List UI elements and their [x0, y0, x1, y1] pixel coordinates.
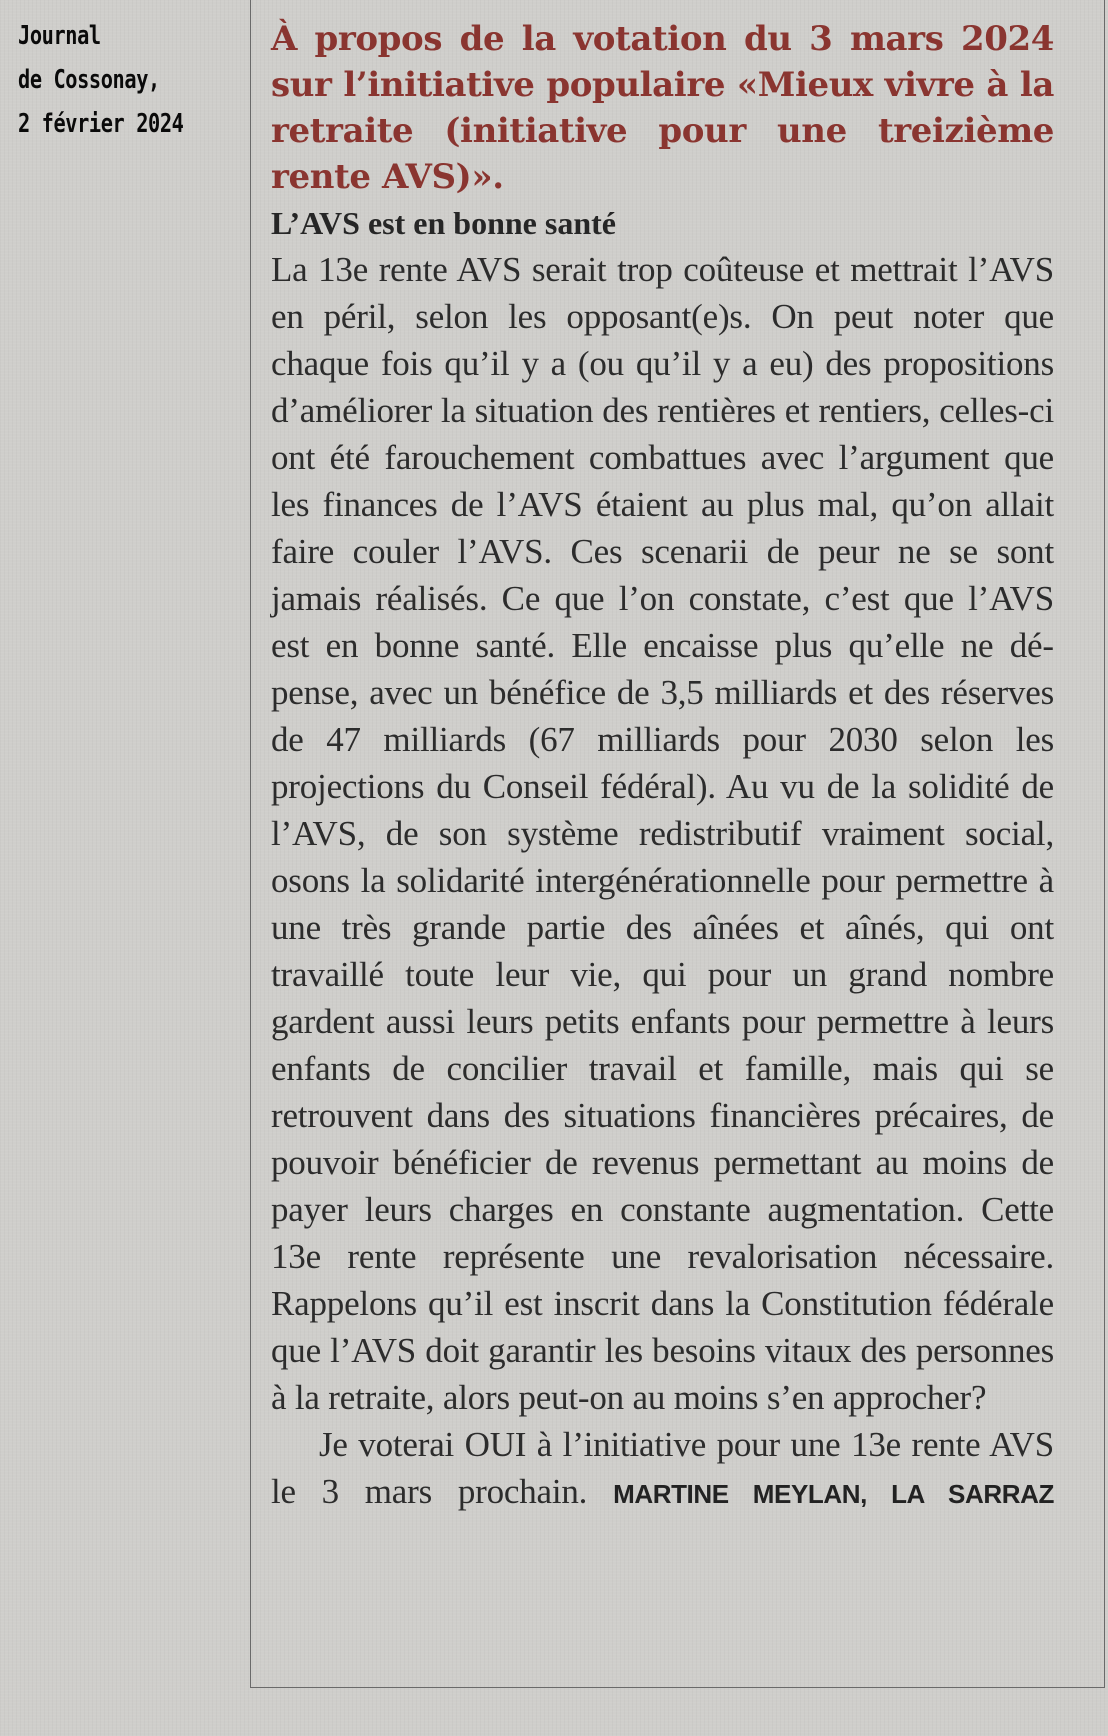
source-line-date: 2 février 2024	[18, 109, 184, 139]
article-closing	[271, 1421, 1054, 1518]
source-line-town: de Cossonay,	[18, 65, 160, 95]
article-headline: À propos de la votation du 3 mars 2024 sur l’initiative populaire «Mieux vivre à la retraite (initiative pour une treizième rente AVS)».	[271, 19, 1054, 197]
article-body: La 13e rente AVS serait trop coûteuse et mettrait l’AVS en péril, selon les opposant(e)s. On peut noter que chaque fois qu’il y a (ou qu’il y a eu) des propositions d’améliorer la situation des rentières et rentiers, celles-ci ont été farouchement combattues avec l’argument que les finances de l’AVS étaient au plus mal, qu’on allait faire couler l’AVS. Ces scenarii de peur ne se sont jamais réalisés. Ce que l’on constate, c’est que l’AVS est en bonne santé. Elle encaisse plus qu’elle ne dépense, avec un bénéfice de 3,5 milliards et des réserves de 47 milliards (67 milliards pour 2030 selon les projections du Conseil fédéral). Au vu de la solidité de l’AVS, de son système redistributif vraiment social, osons la solidarité intergénérationnelle pour permettre à une très grande partie des aînées et aînés, qui ont travaillé toute leur vie, qui pour un grand nombre gardent aussi leurs petits enfants pour permettre à leurs enfants de concilier travail et famille, mais qui se retrouvent dans des situations financières précaires, de pouvoir bénéficier de revenus permettant au moins de payer leurs charges en constante augmentation. Cette 13e rente représente une revalorisation nécessaire. Rappelons qu’il est inscrit dans la Constitution fédérale que l’AVS doit garantir les besoins vitaux des personnes à la retraite, alors peut-on au moins s’en approcher?	[271, 250, 1054, 1417]
source-label	[18, 14, 190, 146]
article-subhead: L’AVS est en bonne santé	[271, 205, 616, 241]
article	[271, 16, 1054, 1518]
source-line-journal: Journal	[18, 21, 101, 51]
author-signature: MARTINE MEYLAN, LA SARRAZ	[613, 1479, 1054, 1509]
closing-text: Je voterai OUI à l’initiative pour une 13e rente AVS le 3 mars prochain.	[271, 1425, 1054, 1511]
